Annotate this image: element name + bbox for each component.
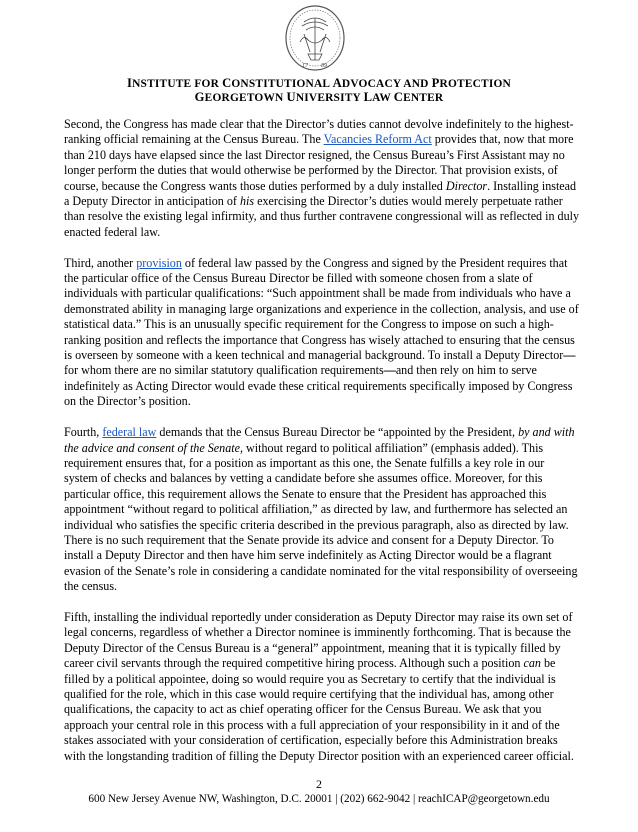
paragraph-fifth <box>64 610 580 764</box>
footer-address: 600 New Jersey Avenue NW, Washington, D.C. 20001 | (202) 662-9042 | reachICAP@georgetown.edu <box>88 793 550 805</box>
text-run: — <box>383 363 396 378</box>
text-run: without regard to political affiliation” (emphasis added). This requirement ensures that, for a position as important as this one, the Senate fulfills a key role in our system of checks and balances by vetting a candidate before she assumes office. Moreover, for this particular office, this requirement allows the Senate to ensure that the President has approached this appointment “without regard to political affiliation,” as directed by law, and furthermore has selected an individual who satisfies the specific criteria described in the previous paragraph, also as directed by law. There is no such requirement that the Senate provide its advice and consent for a Deputy Director. To install a Deputy Director and then have him serve indefinitely as Acting Director would be a flagrant evasion of the Senate’s role in considering a candidate nominated for the vital responsibility of overseeing the census. <box>64 440 578 594</box>
seal-year-right: 89 <box>321 63 327 69</box>
text-run: his <box>239 194 255 209</box>
text-run: Fifth, installing the individual reportedly under consideration as Deputy Director may raise its own set of legal concerns, regardless of whether a Director nominee is imminently forthcoming. That is because the Deputy Director of the Census Bureau is a “general” appointment, meaning that it is typically filled by career civil servants through the required competitive hiring process. Although such a position <box>64 609 573 671</box>
text-run: exercising the Director’s duties would merely perpetuate rather than resolve the existing legal infirmity, and thus further contravene congressional will as reflected in duly enacted federal law. <box>64 194 580 239</box>
university-name: GEORGETOWN UNIVERSITY LAW CENTER <box>194 90 444 104</box>
text-run: by and with the advice and consent of the Senate, <box>64 425 575 455</box>
letter-body <box>64 117 580 779</box>
institute-name: INSTITUTE FOR CONSTITUTIONAL ADVOCACY AND PROTECTION <box>127 76 511 90</box>
link-vacancies-reform-act[interactable]: Vacancies Reform Act <box>323 132 432 147</box>
seal-year-left: 17 <box>302 63 308 69</box>
text-run: provides that, now that more than 210 days have elapsed since the last Director resigned, the Census Bureau’s First Assistant may no longer perform the duties that would otherwise be performed by the Director. That provision exists, of course, because the Congress wants those duties performed by a duly installed <box>64 132 574 193</box>
text-run: for whom there are no similar statutory qualification requirements <box>64 363 384 378</box>
text-run: and then rely on him to serve indefinitely as Acting Director would evade these critical requirements specifically imposed by Congress on the Director’s position. <box>64 363 573 409</box>
page-number: 2 <box>316 777 322 791</box>
text-run: can <box>523 656 541 671</box>
link-federal-law[interactable]: federal law <box>102 425 157 440</box>
text-run: Director <box>445 178 488 193</box>
text-run: be filled by a political appointee, doing so would require you as Secretary to certify that the individual is qualified for the role, which in this case would require certifying that the individual has, among other qualifications, the capacity to act as chief operating officer for the Census Bureau. We ask that you approach your central role in this process with a full appreciation of your responsibility in it and of the stakes associated with your consideration of certification, especially before this Administration breaks with the longstanding tradition of filling the Deputy Director position with an experienced career official. <box>64 656 574 763</box>
link-provision[interactable]: provision <box>136 255 182 270</box>
text-run: Third, another <box>64 255 137 270</box>
paragraph-fourth <box>64 425 580 594</box>
text-run: demands that the Census Bureau Director be “appointed by the President, <box>156 425 519 440</box>
text-run: Fourth, <box>64 425 103 440</box>
georgetown-seal <box>284 4 346 72</box>
text-run: of federal law passed by the Congress and signed by the President requires that the particular office of the Census Bureau Director be filled with someone chosen from a slate of individuals with particular qualifications: “Such appointment shall be made from individuals who have a demonstrated ability in managing large organizations and experience in the collection, analysis, and use of statistical data.” This is an unusually specific requirement for the Congress to impose on such a high-ranking position and reflects the importance that Congress has wisely attached to ensuring that the census is overseen by someone with a keen technical and managerial background. To install a Deputy Director <box>64 255 579 363</box>
paragraph-second <box>64 117 580 240</box>
text-run: . Installing instead a Deputy Director in anticipation of <box>64 178 577 209</box>
text-run: Second, the Congress has made clear that the Director’s duties cannot devolve indefinitely to the highest-ranking official remaining at the Census Bureau. The <box>64 117 574 147</box>
text-run: — <box>563 348 576 363</box>
paragraph-third <box>64 256 580 410</box>
